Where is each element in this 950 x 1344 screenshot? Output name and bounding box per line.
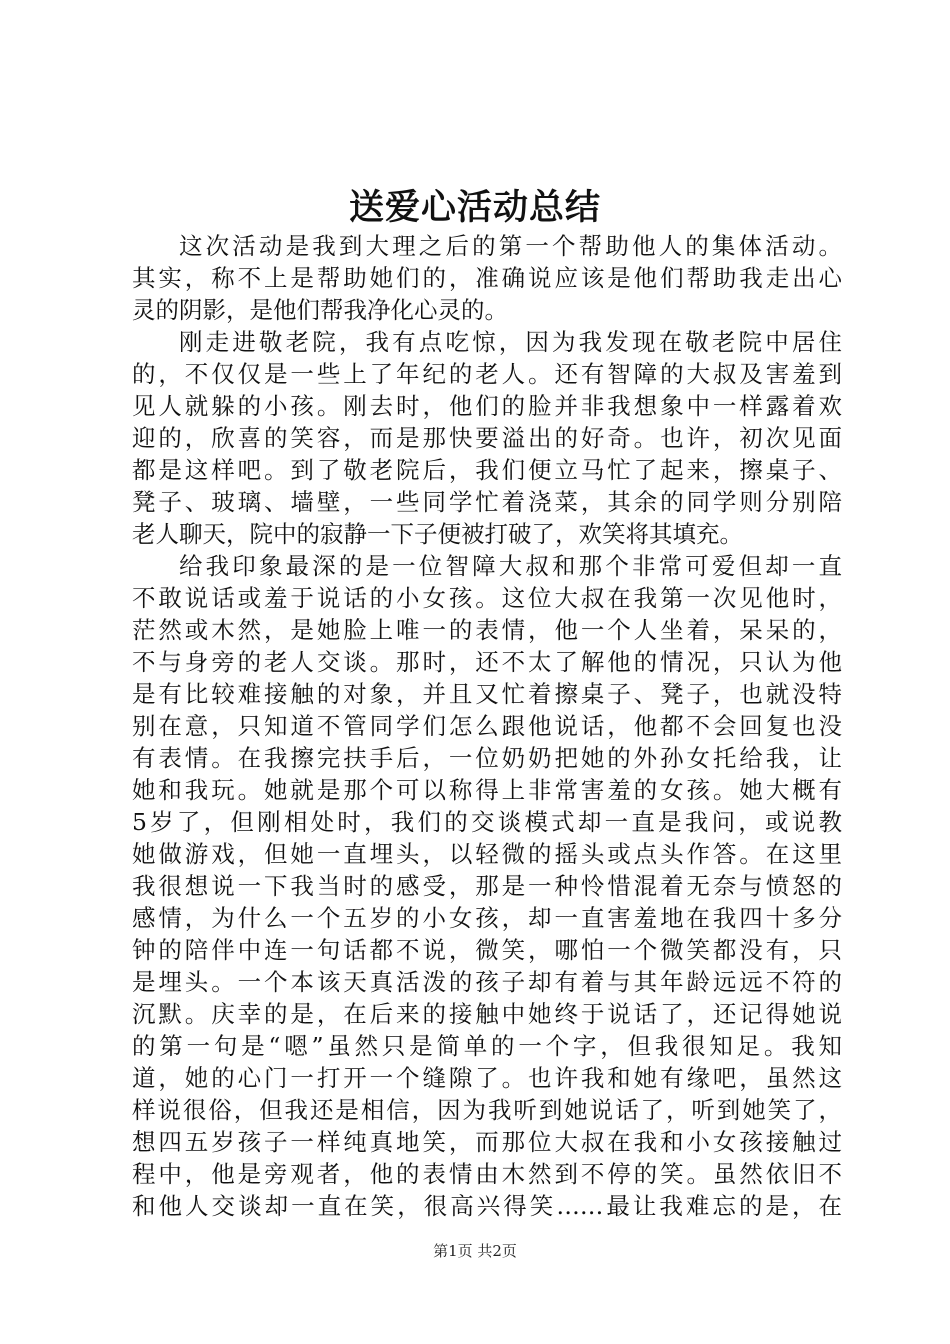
text-line: 茫然或木然，是她脸上唯一的表情，他一个人坐着，呆呆的， bbox=[132, 616, 842, 644]
text-line: 我很想说一下我当时的感受，那是一种怜惜混着无奈与愤怒的 bbox=[132, 872, 842, 900]
text-line: 有表情。在我擦完扶手后，一位奶奶把她的外孙女托给我，让 bbox=[132, 744, 842, 772]
text-line: 这次活动是我到大理之后的第一个帮助他人的集体活动。 bbox=[179, 232, 842, 260]
text-line: 和他人交谈却一直在笑，很高兴得笑……最让我难忘的是，在 bbox=[132, 1192, 842, 1220]
text-line: 给我印象最深的是一位智障大叔和那个非常可爱但却一直 bbox=[179, 552, 842, 580]
text-line: 都是这样吧。到了敬老院后，我们便立马忙了起来，擦桌子、 bbox=[132, 456, 842, 484]
text-line: 5岁了，但刚相处时，我们的交谈模式却一直是我问，或说教 bbox=[132, 808, 842, 836]
text-line: 不敢说话或羞于说话的小女孩。这位大叔在我第一次见他时， bbox=[132, 584, 842, 612]
page-number: 第1页 共2页 bbox=[433, 1242, 517, 1260]
text-line: 凳子、玻璃、墙壁，一些同学忙着浇菜，其余的同学则分别陪 bbox=[132, 488, 842, 516]
text-line: 老人聊天，院中的寂静一下子便被打破了，欢笑将其填充。 bbox=[132, 520, 743, 548]
text-line: 是埋头。一个本该天真活泼的孩子却有着与其年龄远远不符的 bbox=[132, 968, 842, 996]
text-line: 沉默。庆幸的是，在后来的接触中她终于说话了，还记得她说 bbox=[132, 1000, 842, 1028]
text-line: 感情，为什么一个五岁的小女孩，却一直害羞地在我四十多分 bbox=[132, 904, 842, 932]
text-line: 她做游戏，但她一直埋头，以轻微的摇头或点头作答。在这里 bbox=[132, 840, 842, 868]
text-line: 是有比较难接触的对象，并且又忙着擦桌子、凳子，也就没特 bbox=[132, 680, 842, 708]
text-line: 不与身旁的老人交谈。那时，还不太了解他的情况，只认为他 bbox=[132, 648, 842, 676]
document-body bbox=[132, 230, 842, 1222]
text-line: 钟的陪伴中连一句话都不说，微笑，哪怕一个微笑都没有，只 bbox=[132, 936, 842, 964]
text-line: 的，不仅仅是一些上了年纪的老人。还有智障的大叔及害羞到 bbox=[132, 360, 842, 388]
document-title: 送爱心活动总结 bbox=[348, 187, 601, 228]
text-line: 别在意，只知道不管同学们怎么跟他说话，他都不会回复也没 bbox=[132, 712, 842, 740]
text-line: 想四五岁孩子一样纯真地笑，而那位大叔在我和小女孩接触过 bbox=[132, 1128, 842, 1156]
text-line: 样说很俗，但我还是相信，因为我听到她说话了，听到她笑了， bbox=[132, 1096, 842, 1124]
text-line: 迎的，欣喜的笑容，而是那快要溢出的好奇。也许，初次见面 bbox=[132, 424, 842, 452]
text-line: 灵的阴影，是他们帮我净化心灵的。 bbox=[132, 296, 508, 324]
text-line: 的第一句是“嗯”虽然只是简单的一个字，但我很知足。我知 bbox=[132, 1032, 842, 1060]
text-line: 程中，他是旁观者，他的表情由木然到不停的笑。虽然依旧不 bbox=[132, 1160, 842, 1188]
text-line: 道，她的心门一打开一个缝隙了。也许我和她有缘吧，虽然这 bbox=[132, 1064, 842, 1092]
text-line: 其实，称不上是帮助她们的，准确说应该是他们帮助我走出心 bbox=[132, 264, 842, 292]
text-line: 见人就躲的小孩。刚去时，他们的脸并非我想象中一样露着欢 bbox=[132, 392, 842, 420]
text-line: 她和我玩。她就是那个可以称得上非常害羞的女孩。她大概有 bbox=[132, 776, 842, 804]
text-line: 刚走进敬老院，我有点吃惊，因为我发现在敬老院中居住 bbox=[179, 328, 842, 356]
